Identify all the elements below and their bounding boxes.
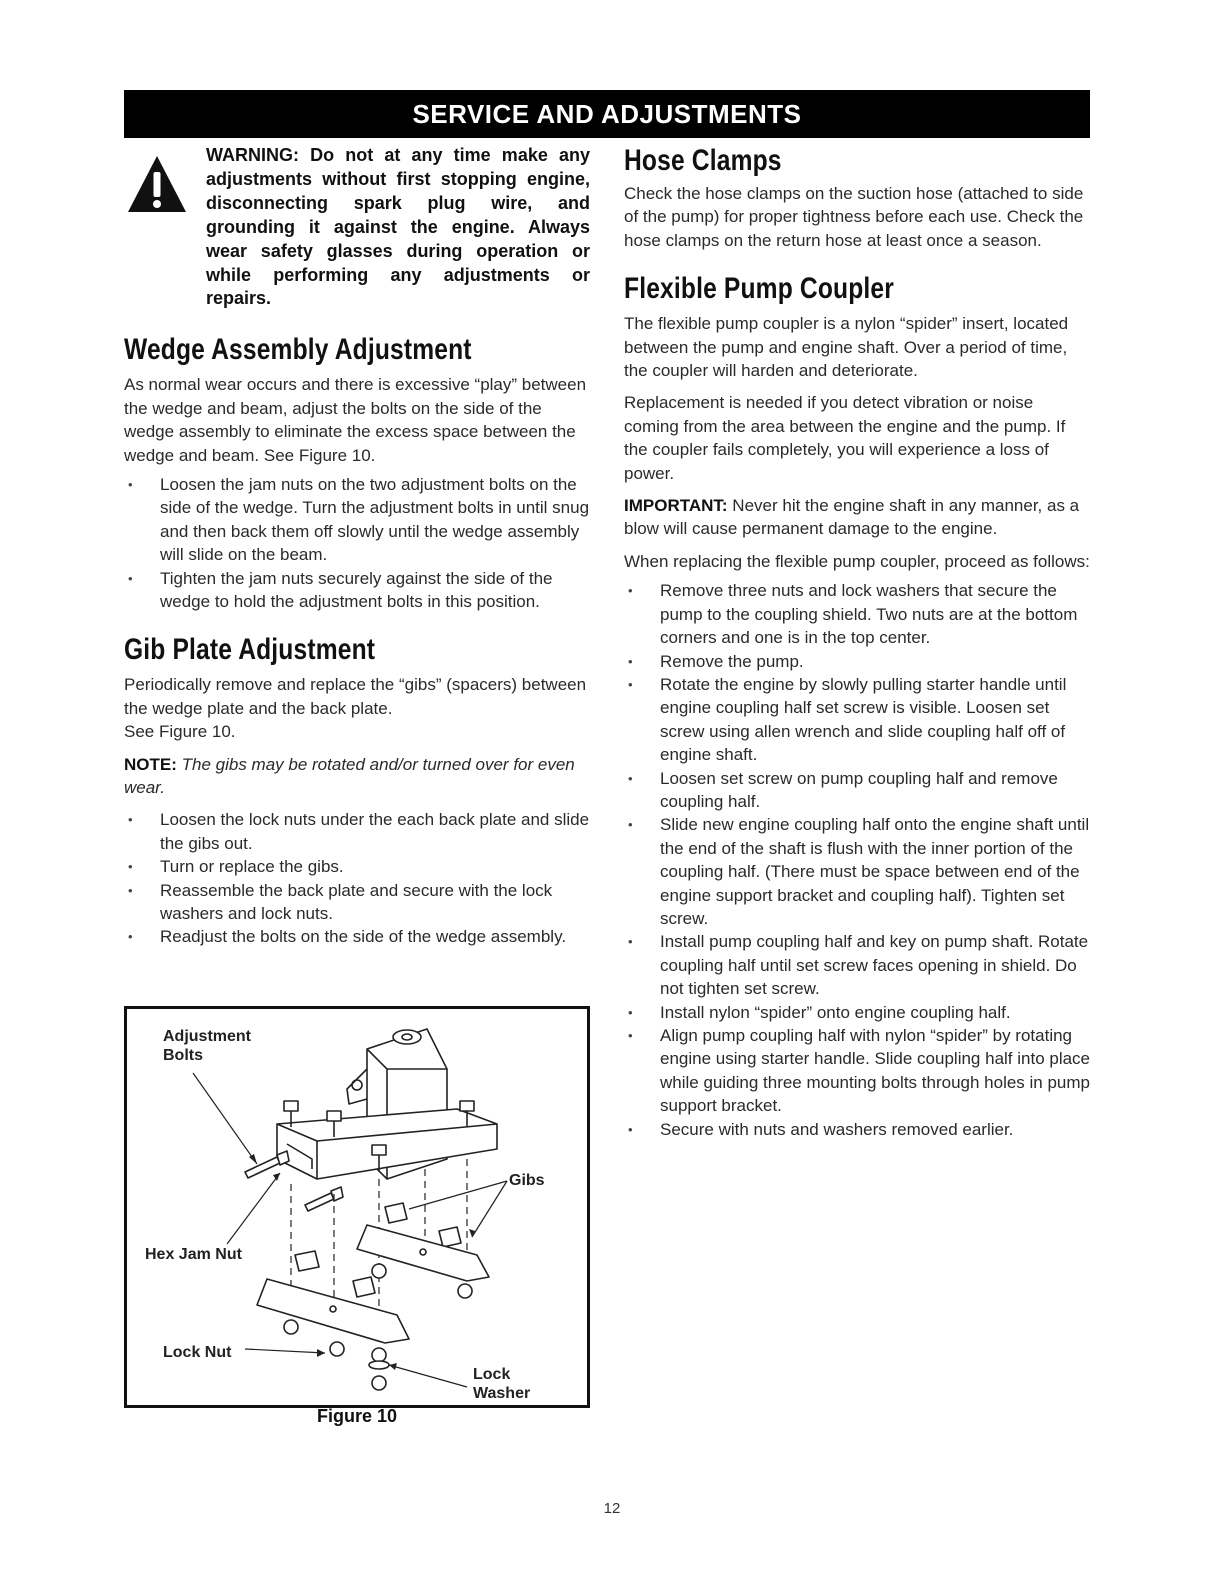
note-label: NOTE: (124, 754, 177, 774)
list-item: • Loosen set screw on pump coupling half and remove coupling half. (624, 767, 1090, 814)
wedge-steps (124, 473, 590, 613)
list-item: • Secure with nuts and washers removed earlier. (624, 1118, 1090, 1141)
gib-intro-ref: See Figure 10. (124, 722, 236, 742)
gib-steps (124, 808, 590, 948)
label-gibs: Gibs (509, 1172, 545, 1189)
section-banner: SERVICE AND ADJUSTMENTS (124, 90, 1090, 138)
warning-triangle-icon (126, 154, 188, 216)
list-item: • Remove the pump. (624, 650, 1090, 673)
list-item: • Loosen the jam nuts on the two adjustment bolts on the side of the wedge. Turn the adjustment bolts in until snug and then back them off slowly until the wedge assembly will slide on the beam. (124, 473, 590, 567)
warning-text: WARNING: Do not at any time make any adjustments without first stopping engine, disconnecting spark plug wire, and grounding it against the engine. Always wear safety glasses during operation or while performing any adjustments or repairs. (206, 145, 590, 309)
gib-heading: Gib Plate Adjustment (124, 633, 376, 667)
coupler-p3: When replacing the flexible pump coupler, proceed as follows: (624, 551, 1090, 571)
gib-note (124, 753, 590, 800)
left-column (124, 144, 590, 949)
label-adjustment-bolts (163, 1027, 251, 1065)
label-hex-jam-nut: Hex Jam Nut (145, 1246, 242, 1263)
label-lock-washer-line2: Washer (473, 1385, 531, 1402)
wedge-heading: Wedge Assembly Adjustment (124, 333, 472, 367)
list-item: • Turn or replace the gibs. (124, 855, 590, 878)
list-item: • Install pump coupling half and key on pump shaft. Rotate coupling half until set screw faces opening in shield. Do not tighten set screw. (624, 930, 1090, 1000)
list-item: • Reassemble the back plate and secure with the lock washers and lock nuts. (124, 879, 590, 926)
hose-text: Check the hose clamps on the suction hose (attached to side of the pump) for proper tightness before each use. Check the hose clamps on the return hose at least once a season. (624, 184, 1084, 250)
label-lock-washer (473, 1365, 530, 1403)
list-item: • Slide new engine coupling half onto the engine shaft until the end of the shaft is flush with the inner portion of the coupling half. (There must be space between end of the engine support bracket and coupling half). Tighten set screw. (624, 813, 1090, 930)
label-lock-washer-line1: Lock (473, 1366, 511, 1383)
coupler-heading: Flexible Pump Coupler (624, 272, 894, 306)
important-label: IMPORTANT: (624, 496, 728, 516)
list-item: • Remove three nuts and lock washers that secure the pump to the coupling shield. Two nuts are at the bottom corners and one is in the top center. (624, 579, 1090, 649)
warning-block (124, 144, 590, 311)
coupler-steps (624, 579, 1090, 1141)
right-column (624, 144, 1090, 1141)
coupler-important (624, 494, 1090, 541)
page-number: 12 (603, 1500, 621, 1517)
label-adjustment-bolts-line1: Adjustment (163, 1028, 251, 1045)
list-item: • Rotate the engine by slowly pulling starter handle until engine coupling half set screw is visible. Loosen set screw using allen wrench and slide coupling half off of engine shaft. (624, 673, 1090, 767)
gib-intro (124, 673, 590, 743)
label-adjustment-bolts-line2: Bolts (163, 1047, 203, 1064)
important-text: Never hit the engine shaft in any manner, as a blow will cause permanent damage to the engine. (624, 496, 1080, 539)
label-lock-nut: Lock Nut (163, 1344, 232, 1361)
figure-caption: Figure 10 (316, 1406, 398, 1426)
list-item: • Readjust the bolts on the side of the wedge assembly. (124, 925, 590, 948)
hose-heading: Hose Clamps (624, 144, 782, 177)
list-item: • Align pump coupling half with nylon “spider” by rotating engine using starter handle. Slide coupling half into place while guiding three mounting bolts through holes in pump support bracket. (624, 1024, 1090, 1118)
gib-intro-text: Periodically remove and replace the “gibs” (spacers) between the wedge plate and the back plate. (124, 675, 587, 718)
coupler-p1: The flexible pump coupler is a nylon “spider” insert, located between the pump and engine shaft. Over a period of time, the coupler will harden and deteriorate. (624, 314, 1069, 381)
list-item: • Tighten the jam nuts securely against the side of the wedge to hold the adjustment bolts in this position. (124, 567, 590, 614)
list-item: • Loosen the lock nuts under the each back plate and slide the gibs out. (124, 808, 590, 855)
note-text: The gibs may be rotated and/or turned over for even wear. (124, 754, 575, 798)
wedge-intro: As normal wear occurs and there is excessive “play” between the wedge and beam, adjust the bolts on the side of the wedge assembly to eliminate the excess space between the wedge and beam. See Figure 10. (124, 375, 587, 465)
coupler-p2: Replacement is needed if you detect vibration or noise coming from the area between the engine and the pump. If the coupler fails completely, you will experience a loss of power. (624, 393, 1066, 483)
figure-10 (124, 1006, 590, 1408)
list-item: • Install nylon “spider” onto engine coupling half. (624, 1001, 1090, 1024)
